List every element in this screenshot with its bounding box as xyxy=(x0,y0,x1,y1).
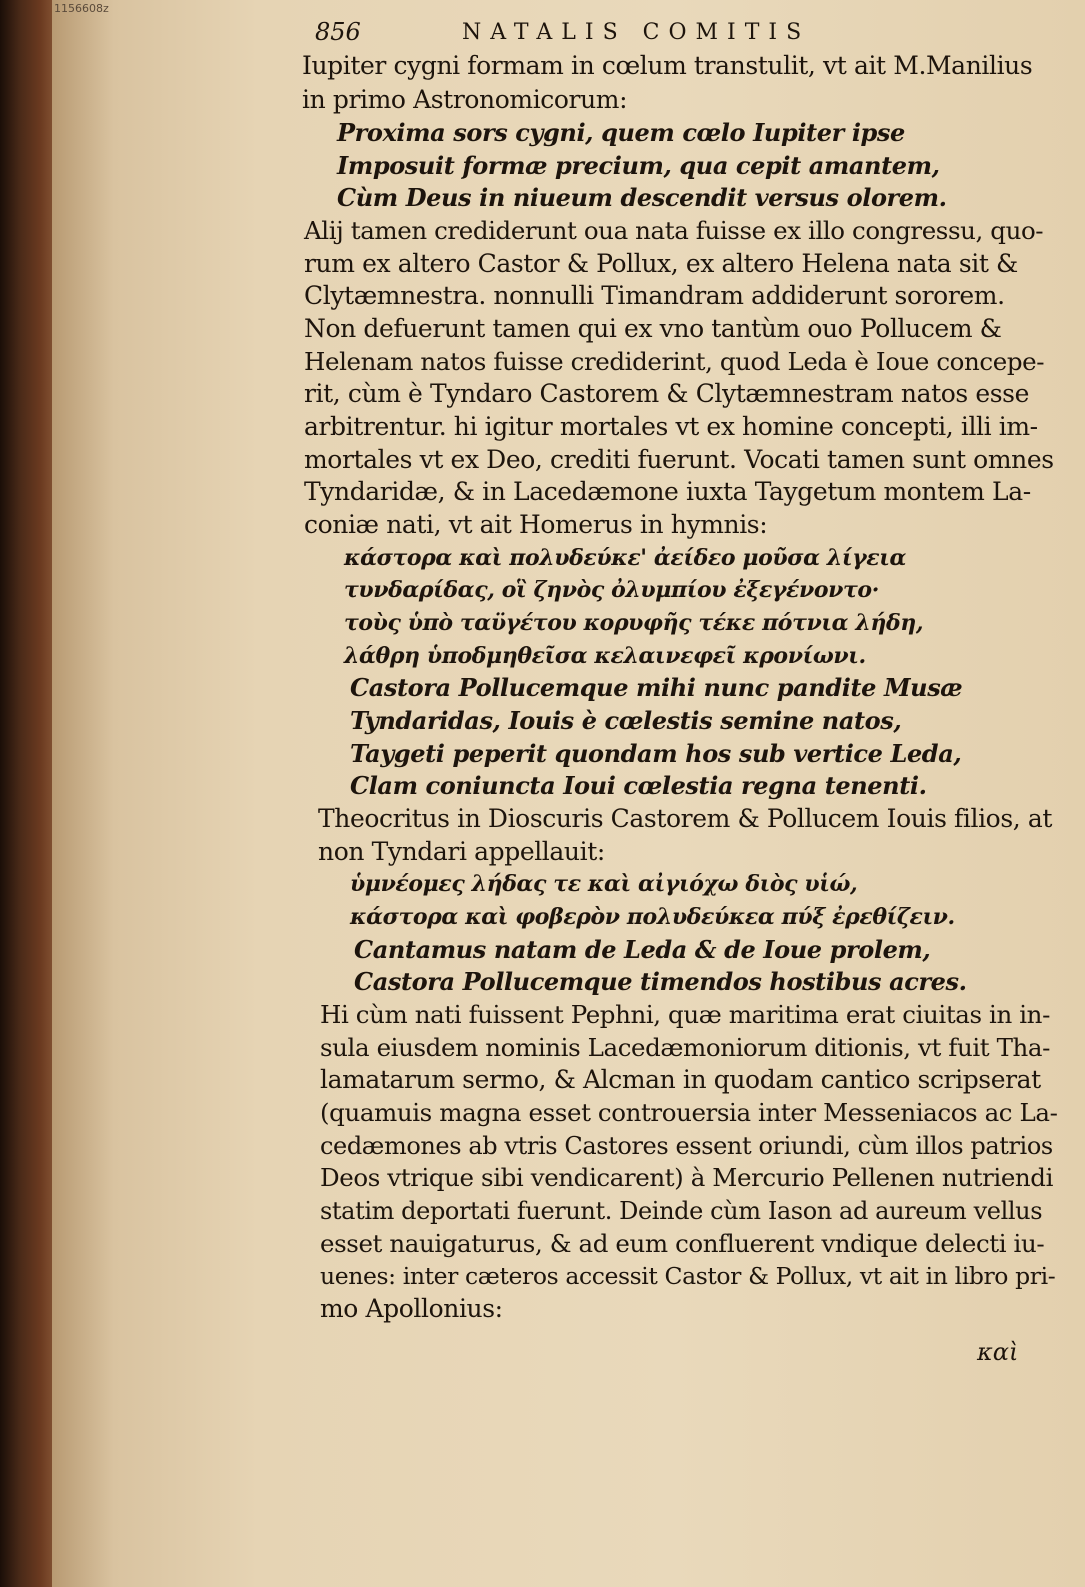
verse-line: Taygeti peperit quondam hos sub vertice Leda, xyxy=(350,739,962,768)
text-line: (quamuis magna esset controuersia inter Messeniacos ac La- xyxy=(320,1098,1058,1127)
text-line: in primo Astronomicorum: xyxy=(302,85,628,114)
text-line: coniæ nati, vt ait Homerus in hymnis: xyxy=(304,510,768,539)
book-spine-gutter xyxy=(0,0,58,1587)
verse-line: Cantamus natam de Leda & de Ioue prolem, xyxy=(354,935,931,964)
greek-verse-line: κάστορα καὶ φοβερὸν πολυδεύκεα πύξ ἐρεθίζειν. xyxy=(350,904,955,930)
text-line: statim deportati fuerunt. Deinde cùm Iason ad aureum vellus xyxy=(320,1197,1043,1225)
greek-verse-line: ὑμνέομες λήδας τε καὶ αἰγιόχω διὸς υἱώ, xyxy=(350,871,858,897)
page-header xyxy=(52,14,1085,54)
text-line: non Tyndari appellauit: xyxy=(318,837,605,866)
text-line: arbitrentur. hi igitur mortales vt ex homine concepti, illi im- xyxy=(304,412,1038,441)
text-line: Helenam natos fuisse crediderint, quod Leda è Ioue concepe- xyxy=(304,347,1045,376)
catalog-id: 1156608z xyxy=(54,2,109,15)
text-line: Tyndaridæ, & in Lacedæmone iuxta Taygetum montem La- xyxy=(304,477,1031,506)
text-line: Clytæmnestra. nonnulli Timandram addiderunt sororem. xyxy=(304,281,1005,310)
text-line: lamatarum sermo, & Alcman in quodam cantico scripserat xyxy=(320,1065,1041,1094)
text-line: sula eiusdem nominis Lacedæmoniorum ditionis, vt fuit Tha- xyxy=(320,1033,1051,1062)
verse-line: Tyndaridas, Iouis è cœlestis semine natos, xyxy=(350,706,902,735)
greek-verse-line: τοὺς ὑπὸ ταϋγέτου κορυφῆς τέκε πότνια λήδη, xyxy=(344,610,924,636)
text-line: mo Apollonius: xyxy=(320,1294,503,1323)
running-head: NATALIS COMITIS xyxy=(462,20,811,45)
text-line: Deos vtrique sibi vendicarent) à Mercurio Pellenen nutriendi xyxy=(320,1163,1054,1192)
greek-verse-line: κάστορα καὶ πολυδεύκε' ἀείδεο μοῦσα λίγεια xyxy=(344,545,907,571)
text-line: Non defuerunt tamen qui ex vno tantùm ouo Pollucem & xyxy=(304,314,1002,343)
verse-line: Castora Pollucemque timendos hostibus acres. xyxy=(354,967,967,996)
greek-verse-line: τυνδαρίδας, οἳ ζηνὸς ὀλυμπίου ἐξεγένοντο· xyxy=(344,577,879,603)
verse-line: Castora Pollucemque mihi nunc pandite Musæ xyxy=(350,673,963,702)
verse-line: Imposuit formæ precium, qua cepit amantem, xyxy=(337,151,940,180)
text-line: Hi cùm nati fuissent Pephni, quæ maritima erat ciuitas in in- xyxy=(320,1000,1050,1029)
text-line: esset nauigaturus, & ad eum confluerent vndique delecti iu- xyxy=(320,1229,1045,1258)
text-line: mortales vt ex Deo, crediti fuerunt. Vocati tamen sunt omnes xyxy=(304,445,1054,474)
verse-line: Cùm Deus in niueum descendit versus olorem. xyxy=(337,183,947,212)
text-line: Iupiter cygni formam in cœlum transtulit, vt ait M.Manilius xyxy=(302,51,1033,80)
text-line: Alij tamen crediderunt oua nata fuisse ex illo congressu, quo- xyxy=(304,216,1044,245)
book-page xyxy=(52,0,1085,1587)
catchword: καὶ xyxy=(977,1338,1019,1366)
text-line: rum ex altero Castor & Pollux, ex altero Helena nata sit & xyxy=(304,249,1018,278)
text-line: cedæmones ab vtris Castores essent oriundi, cùm illos patrios xyxy=(320,1132,1053,1160)
text-line: uenes: inter cæteros accessit Castor & Pollux, vt ait in libro pri- xyxy=(320,1262,1056,1290)
verse-line: Proxima sors cygni, quem cœlo Iupiter ipse xyxy=(337,118,905,147)
page-number: 856 xyxy=(315,18,361,46)
text-line: Theocritus in Dioscuris Castorem & Pollucem Iouis filios, at xyxy=(318,804,1053,833)
text-line: rit, cùm è Tyndaro Castorem & Clytæmnestram natos esse xyxy=(304,379,1030,408)
greek-verse-line: λάθρη ὑποδμηθεῖσα κελαινεφεῖ κρονίωνι. xyxy=(344,643,866,669)
verse-line: Clam coniuncta Ioui cœlestia regna tenenti. xyxy=(350,771,927,800)
